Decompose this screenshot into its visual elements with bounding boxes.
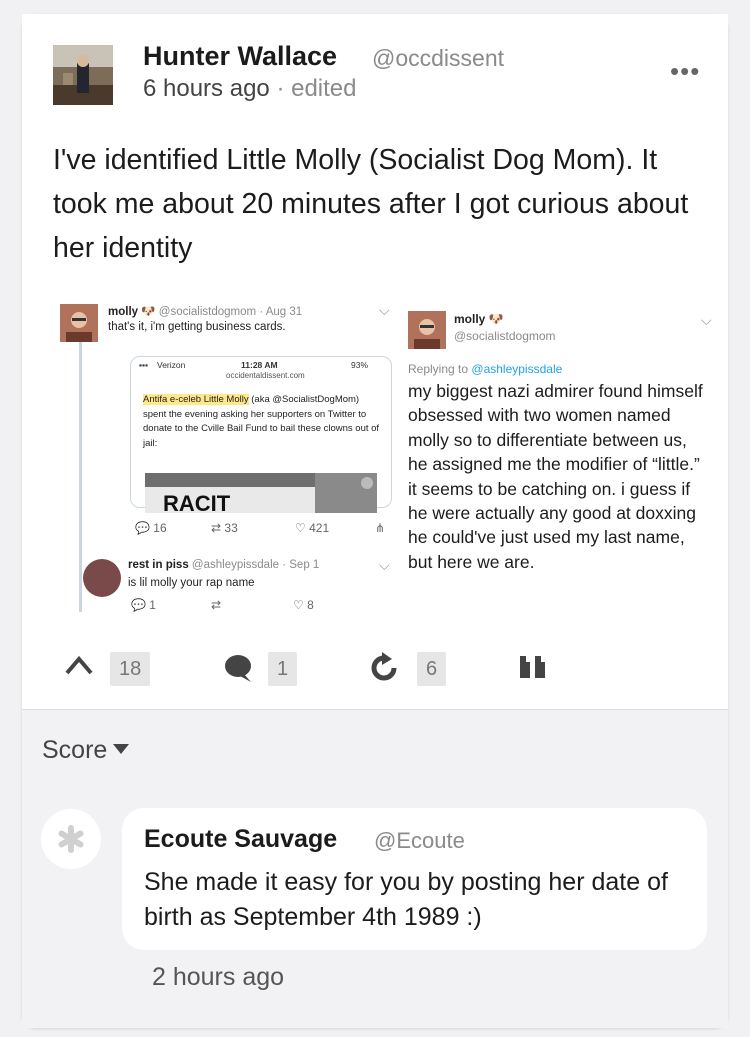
thread-line [79,342,82,612]
reply-tweet-actions [131,598,156,612]
caret-down-icon [113,744,129,754]
phone-status-bar [131,357,391,383]
phone-time: 11:28 AM [241,360,278,370]
reply-icon[interactable]: 💬 [131,598,146,612]
post-meta [143,75,357,103]
svg-text:RACIT: RACIT [163,491,231,516]
tweet-name: rest in piss [128,559,189,571]
post-main [22,14,728,709]
phone-screenshot [130,356,392,516]
post-body: I've identified Little Molly (Socialist Dog Mom). It took me about 20 minutes after I got curious about her identity [53,144,689,264]
article-text: (aka @SocialistDogMom) spent the evening asking her supporters on Twitter to donate to the Cville Bail Fund to bail these clowns out of jail: [143,394,380,449]
author-avatar[interactable] [53,45,113,105]
reshare-count: 6 [417,652,446,686]
embedded-screenshot[interactable] [55,294,712,612]
asterisk-avatar-icon [41,809,101,869]
phone-url: occidentaldissent.com [226,371,305,380]
tweet-name: molly [454,312,486,326]
post-time[interactable]: 6 hours ago [143,75,270,102]
molly-avatar [60,304,98,342]
comment-time[interactable]: 2 hours ago [152,963,285,991]
upvote-count: 18 [110,652,150,686]
left-tweet-header [108,304,302,318]
tweet-handle: @socialistdogmom [454,329,556,343]
ellipsis-icon[interactable]: ••• [670,56,701,86]
tweet-name: molly [108,306,139,318]
author-handle[interactable]: @occdissent [372,45,505,71]
reply-tweet-header [128,559,319,571]
tweet-date: · Aug 31 [259,306,303,318]
heart-icon[interactable]: ♡ [295,521,306,535]
meta-separator: · [276,75,285,102]
sort-dropdown[interactable] [42,736,129,765]
chevron-down-icon: ⌵ [701,312,712,328]
retweet-count: 33 [224,521,238,535]
like-action [295,521,329,535]
phone-article-text [143,393,383,451]
like-count: 8 [307,598,314,612]
retweet-icon[interactable]: ⇄ [211,598,222,612]
article-photo [145,473,377,516]
retweet-action [211,521,238,535]
reply-count: 1 [149,598,156,612]
commenter-avatar[interactable] [41,809,101,869]
author-name[interactable]: Hunter Wallace [143,41,338,71]
highlighted-text: Antifa e-celeb Little Molly [143,394,249,405]
dog-icon: 🐶 [488,312,504,326]
sort-label: Score [42,736,108,764]
protest-photo-icon [145,473,377,516]
comment-author[interactable]: Ecoute Sauvage [144,825,338,853]
tweet-handle: @socialistdogmom [158,306,257,318]
reshare-icon[interactable] [368,652,400,684]
like-count: 421 [309,521,330,535]
heart-icon[interactable]: ♡ [293,598,304,612]
reply-count: 16 [153,521,167,535]
left-tweet-actions [135,521,167,535]
carrier-label: Verizon [157,360,186,370]
molly-avatar [408,311,446,349]
dog-icon: 🐶 [141,306,156,318]
right-tweet-name [454,312,504,326]
comment-bubble [122,808,707,950]
like-action [293,598,314,612]
quote-icon[interactable] [518,654,548,680]
comment-count: 1 [268,652,297,686]
replying-handle: @ashleypissdale [471,362,563,376]
reply-avatar [83,559,121,597]
battery-label: 93% [351,360,369,370]
tweet-date: · Sep 1 [282,559,320,571]
tweet-text: that's it, i'm getting business cards. [108,321,286,333]
chevron-down-icon: ⌵ [379,557,390,573]
tweet-text: my biggest nazi admirer found himself obsessed with two women named molly so to differentiate between us, he assigned me the modifier of “little.” it seems to be catching on. i guess if he were actually any good at doxxing he could've just used my last name, but here we are. [408,381,703,572]
comment-text: She made it easy for you by posting her date of birth as September 4th 1989 :) [144,868,668,931]
avatar-photo-icon [53,45,113,105]
upvote-icon[interactable] [64,654,94,676]
retweet-icon[interactable]: ⇄ [211,521,222,535]
avatar-photo-icon [408,311,446,349]
reply-icon[interactable]: 💬 [135,521,150,535]
tweet-handle: @ashleypissdale [191,559,280,571]
signal-icon: ▪▪▪ [139,360,149,370]
chevron-down-icon: ⌵ [379,302,390,318]
comment-icon[interactable] [222,652,254,684]
edited-label: edited [291,75,357,102]
comment-handle[interactable]: @Ecoute [374,828,465,853]
tweet-text: is lil molly your rap name [128,577,255,589]
replying-to [408,362,562,376]
avatar-photo-icon [60,304,98,342]
replying-label: Replying to [408,362,469,376]
share-icon[interactable]: ⋔ [375,521,386,535]
